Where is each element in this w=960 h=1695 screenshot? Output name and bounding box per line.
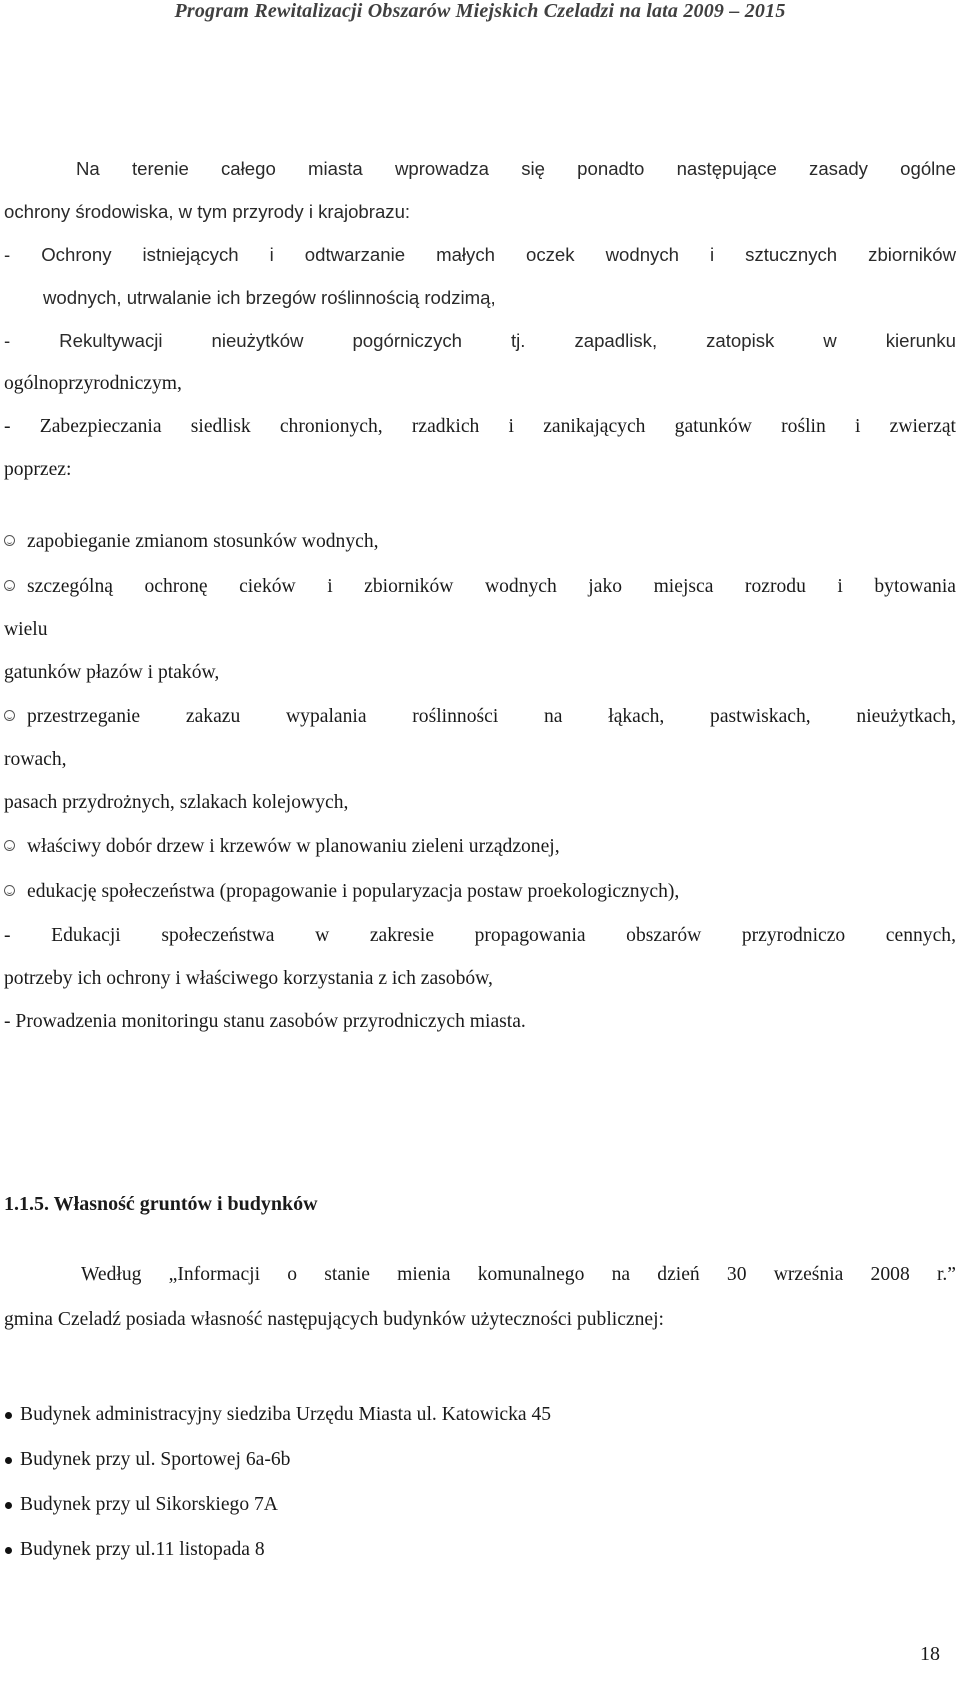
item-edukacji-line-1: - Edukacji społeczeństwa w zakresie propagowania obszarów przyrodniczo cennych, bbox=[4, 925, 956, 946]
item-monitoring: - Prowadzenia monitoringu stanu zasobów przyrodniczych miasta. bbox=[4, 1011, 526, 1032]
bullet-icon bbox=[5, 1547, 12, 1554]
smiley-bullet-icon bbox=[4, 710, 15, 721]
item-edukacji-line-2: potrzeby ich ochrony i właściwego korzystania z ich zasobów, bbox=[4, 968, 493, 989]
item-zabezpieczania-line-2: poprzez: bbox=[4, 459, 72, 480]
building-list-item: Budynek administracyjny siedziba Urzędu Miasta ul. Katowicka 45 bbox=[20, 1404, 552, 1425]
section-title: Własność gruntów i budynków bbox=[53, 1193, 318, 1215]
sub-item-line: edukację społeczeństwa (propagowanie i popularyzacja postaw proekologicznych), bbox=[27, 881, 680, 902]
item-ochrony-line-2: wodnych, utrwalanie ich brzegów roślinnością rodzimą, bbox=[43, 287, 496, 308]
item-ochrony-line-1: - Ochrony istniejących i odtwarzanie małych oczek wodnych i sztucznych zbiorników bbox=[4, 244, 956, 265]
item-rekultywacji-line-1: - Rekultywacji nieużytków pogórniczych tj. zapadlisk, zatopisk w kierunku bbox=[4, 330, 956, 351]
section-heading bbox=[4, 1191, 318, 1217]
section-number: 1.1.5. bbox=[4, 1193, 49, 1215]
smiley-bullet-icon bbox=[4, 580, 15, 591]
smiley-bullet-icon bbox=[4, 535, 15, 546]
smiley-bullet-icon bbox=[4, 885, 15, 896]
building-list-item: Budynek przy ul.11 listopada 8 bbox=[20, 1539, 265, 1560]
bullet-icon bbox=[5, 1457, 12, 1464]
sub-item-line: gatunków płazów i ptaków, bbox=[4, 662, 220, 683]
sub-item-line: rowach, bbox=[4, 749, 67, 770]
building-list-item: Budynek przy ul Sikorskiego 7A bbox=[20, 1494, 278, 1515]
sub-item-line: pasach przydrożnych, szlakach kolejowych, bbox=[4, 792, 349, 813]
section-paragraph-line-1: Według „Informacji o stanie mienia komunalnego na dzień 30 września 2008 r.” bbox=[81, 1264, 956, 1285]
item-rekultywacji-line-2: ogólnoprzyrodniczym, bbox=[4, 373, 182, 394]
building-list-item: Budynek przy ul. Sportowej 6a-6b bbox=[20, 1449, 291, 1470]
sub-item-line: zapobieganie zmianom stosunków wodnych, bbox=[27, 531, 379, 552]
smiley-bullet-icon bbox=[4, 840, 15, 851]
bullet-icon bbox=[5, 1502, 12, 1509]
intro-line-1: Na terenie całego miasta wprowadza się ponadto następujące zasady ogólne bbox=[76, 158, 956, 179]
page-header: Program Rewitalizacji Obszarów Miejskich Czeladzi na lata 2009 – 2015 bbox=[174, 0, 786, 22]
page-number: 18 bbox=[920, 1643, 940, 1665]
intro-line-2: ochrony środowiska, w tym przyrody i krajobrazu: bbox=[4, 201, 411, 222]
sub-item-line: właściwy dobór drzew i krzewów w planowaniu zieleni urządzonej, bbox=[27, 836, 560, 857]
bullet-icon bbox=[5, 1412, 12, 1419]
section-paragraph-line-2: gmina Czeladź posiada własność następujących budynków użyteczności publicznej: bbox=[4, 1309, 664, 1330]
sub-item-line: przestrzeganie zakazu wypalania roślinności na łąkach, pastwiskach, nieużytkach, bbox=[27, 706, 956, 727]
item-zabezpieczania-line-1: - Zabezpieczania siedlisk chronionych, rzadkich i zanikających gatunków roślin i zwierząt bbox=[4, 416, 956, 437]
sub-item-line: wielu bbox=[4, 619, 48, 640]
sub-item-line: szczególną ochronę cieków i zbiorników wodnych jako miejsca rozrodu i bytowania bbox=[27, 576, 956, 597]
